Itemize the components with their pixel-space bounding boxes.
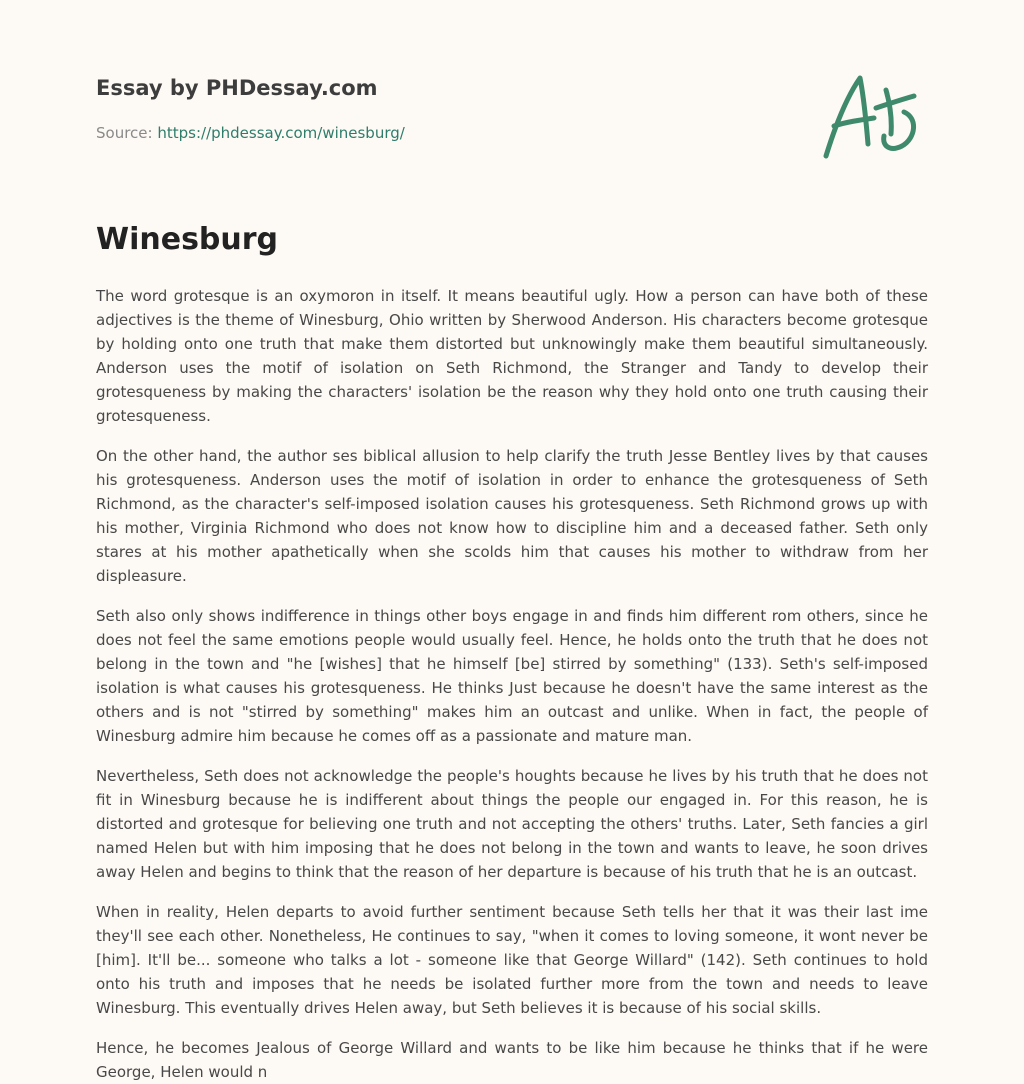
source-label: Source: [96, 124, 153, 142]
source-line [96, 124, 405, 142]
a-plus-logo-icon [820, 68, 924, 164]
essay-paragraph: Nevertheless, Seth does not acknowledge the people's houghts because he lives by his truth that he does not fit in Winesburg because he is indifferent about things the people our engaged in. For this reason, he is distorted and grotesque for believing one truth and not accepting the others' truths. Later, Seth fancies a girl named Helen but with him imposing that he does not belong in the town and wants to leave, he soon drives away Helen and begins to think that the reason of her departure is because of his truth that he is an outcast. [96, 767, 928, 881]
essay-title: Winesburg [96, 222, 279, 257]
essay-paragraph: Hence, he becomes Jealous of George Willard and wants to be like him because he thinks that if he were George, Helen would n [96, 1039, 928, 1081]
essay-paragraph: Seth also only shows indifference in things other boys engage in and finds him different rom others, since he does not feel the same emotions people would usually feel. Hence, he holds onto the truth that he does not belong in the town and "he [wishes] that he himself [be] stirred by something" (133). Seth's self-imposed isolation is what causes his grotesqueness. He thinks Just because he doesn't have the same interest as the others and is not "stirred by something" makes him an outcast and unlike. When in fact, the people of Winesburg admire him because he comes off as a passionate and mature man. [96, 607, 928, 745]
essay-body [96, 284, 928, 1081]
essay-paragraph: When in reality, Helen departs to avoid further sentiment because Seth tells her that it was their last ime they'll see each other. Nonetheless, He continues to say, "when it comes to loving someone, it wont never be [him]. It'll be... someone who talks a lot - someone like that George Willard" (142). Seth continues to hold onto his truth and imposes that he needs be isolated further more from the town and needs to leave Winesburg. This eventually drives Helen away, but Seth believes it is because of his social skills. [96, 903, 928, 1017]
site-brand: Essay by PHDessay.com [96, 76, 378, 100]
source-link[interactable]: https://phdessay.com/winesburg/ [157, 124, 405, 142]
essay-paragraph: On the other hand, the author ses biblical allusion to help clarify the truth Jesse Bentley lives by that causes his grotesqueness. Anderson uses the motif of isolation in order to enhance the grotesqueness of Seth Richmond, as the character's self-imposed isolation causes his grotesqueness. Seth Richmond grows up with his mother, Virginia Richmond who does not know how to discipline him and a deceased father. Seth only stares at his mother apathetically when she scolds him that causes his mother to withdraw from her displeasure. [96, 447, 928, 585]
essay-paragraph: The word grotesque is an oxymoron in itself. It means beautiful ugly. How a person can have both of these adjectives is the theme of Winesburg, Ohio written by Sherwood Anderson. His characters become grotesque by holding onto one truth that make them distorted but unknowingly make them beautiful simultaneously. Anderson uses the motif of isolation on Seth Richmond, the Stranger and Tandy to develop their grotesqueness by making the characters' isolation be the reason why they hold onto one truth causing their grotesqueness. [96, 287, 928, 425]
